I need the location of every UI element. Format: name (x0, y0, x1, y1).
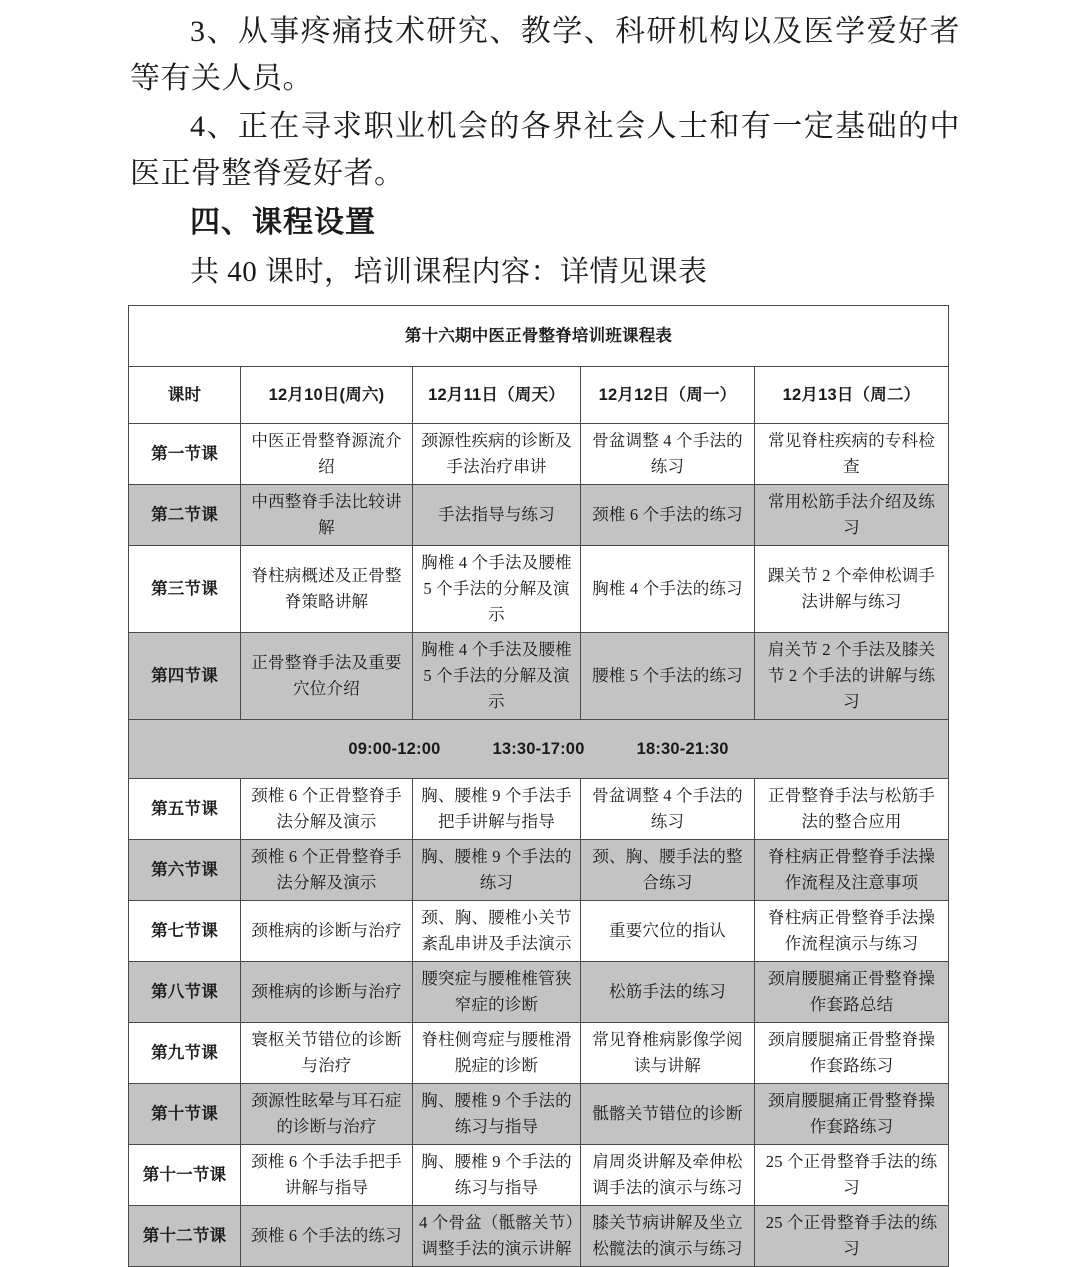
table-cell: 腰突症与腰椎椎管狭窄症的诊断 (413, 962, 581, 1023)
table-cell: 常用松筋手法介绍及练习 (755, 485, 949, 546)
table-cell: 松筋手法的练习 (581, 962, 755, 1023)
row-period-label: 第五节课 (129, 779, 241, 840)
schedule-table-wrapper (128, 305, 948, 1267)
table-cell: 重要穴位的指认 (581, 901, 755, 962)
table-cell: 中医正骨整脊源流介绍 (241, 424, 413, 485)
table-cell: 颈椎 6 个正骨整脊手法分解及演示 (241, 779, 413, 840)
table-cell: 颈椎 6 个手法手把手讲解与指导 (241, 1145, 413, 1206)
row-period-label: 第四节课 (129, 633, 241, 720)
row-period-label: 第九节课 (129, 1023, 241, 1084)
table-cell: 脊柱病正骨整脊手法操作流程及注意事项 (755, 840, 949, 901)
table-row (129, 1206, 949, 1267)
table-row (129, 1145, 949, 1206)
table-cell: 骶髂关节错位的诊断 (581, 1084, 755, 1145)
table-cell: 颈源性疾病的诊断及手法治疗串讲 (413, 424, 581, 485)
table-cell: 肩关节 2 个手法及膝关节 2 个手法的讲解与练习 (755, 633, 949, 720)
section-subline: 共 40 课时，培训课程内容：详情见课表 (190, 256, 708, 288)
table-cell: 脊柱病正骨整脊手法操作流程演示与练习 (755, 901, 949, 962)
table-cell: 颈椎 6 个正骨整脊手法分解及演示 (241, 840, 413, 901)
table-cell: 中西整脊手法比较讲解 (241, 485, 413, 546)
row-period-label: 第一节课 (129, 424, 241, 485)
table-cell: 胸椎 4 个手法的练习 (581, 546, 755, 633)
time-slots-cell (129, 720, 949, 779)
table-title: 第十六期中医正骨整脊培训班课程表 (129, 306, 949, 367)
row-period-label: 第十二节课 (129, 1206, 241, 1267)
table-row (129, 485, 949, 546)
table-cell: 颈椎 6 个手法的练习 (581, 485, 755, 546)
table-cell: 正骨整脊手法及重要穴位介绍 (241, 633, 413, 720)
table-cell: 膝关节病讲解及坐立松髋法的演示与练习 (581, 1206, 755, 1267)
table-cell: 胸、腰椎 9 个手法的练习与指导 (413, 1145, 581, 1206)
time-slot: 13:30-17:00 (492, 740, 585, 758)
table-header-row (129, 367, 949, 424)
table-cell: 寰枢关节错位的诊断与治疗 (241, 1023, 413, 1084)
time-slot-row (129, 720, 949, 779)
table-cell: 颈源性眩晕与耳石症的诊断与治疗 (241, 1084, 413, 1145)
table-cell: 25 个正骨整脊手法的练习 (755, 1145, 949, 1206)
row-period-label: 第六节课 (129, 840, 241, 901)
table-cell: 胸、腰椎 9 个手法手把手讲解与指导 (413, 779, 581, 840)
table-row (129, 779, 949, 840)
table-cell: 常见脊柱疾病的专科检查 (755, 424, 949, 485)
table-cell: 手法指导与练习 (413, 485, 581, 546)
table-cell: 颈椎病的诊断与治疗 (241, 962, 413, 1023)
column-header-period: 课时 (129, 367, 241, 424)
schedule-table (128, 305, 949, 1267)
table-cell: 25 个正骨整脊手法的练习 (755, 1206, 949, 1267)
table-row (129, 1023, 949, 1084)
table-cell: 脊柱病概述及正骨整脊策略讲解 (241, 546, 413, 633)
table-cell: 胸、腰椎 9 个手法的练习 (413, 840, 581, 901)
table-row (129, 1084, 949, 1145)
table-cell: 颈肩腰腿痛正骨整脊操作套路练习 (755, 1023, 949, 1084)
time-slots-group (135, 736, 942, 762)
table-row (129, 633, 949, 720)
table-cell: 颈、胸、腰椎小关节紊乱串讲及手法演示 (413, 901, 581, 962)
row-period-label: 第二节课 (129, 485, 241, 546)
table-row (129, 546, 949, 633)
column-header-day1: 12月10日(周六) (241, 367, 413, 424)
table-row (129, 962, 949, 1023)
table-cell: 肩周炎讲解及牵伸松调手法的演示与练习 (581, 1145, 755, 1206)
table-cell: 颈、胸、腰手法的整合练习 (581, 840, 755, 901)
table-row (129, 424, 949, 485)
column-header-day3: 12月12日（周一） (581, 367, 755, 424)
table-cell: 颈肩腰腿痛正骨整脊操作套路练习 (755, 1084, 949, 1145)
table-title-row (129, 306, 949, 367)
table-cell: 骨盆调整 4 个手法的练习 (581, 779, 755, 840)
row-period-label: 第十一节课 (129, 1145, 241, 1206)
section-heading: 四、课程设置 (190, 206, 376, 239)
table-cell: 胸、腰椎 9 个手法的练习与指导 (413, 1084, 581, 1145)
prose-block (0, 0, 1080, 295)
table-cell: 脊柱侧弯症与腰椎滑脱症的诊断 (413, 1023, 581, 1084)
row-period-label: 第八节课 (129, 962, 241, 1023)
table-cell: 踝关节 2 个牵伸松调手法讲解与练习 (755, 546, 949, 633)
schedule-table-body (129, 306, 949, 1267)
paragraph-3: 3、从事疼痛技术研究、教学、科研机构以及医学爱好者等有关人员。 (130, 15, 960, 95)
table-cell: 骨盆调整 4 个手法的练习 (581, 424, 755, 485)
table-cell: 胸椎 4 个手法及腰椎 5 个手法的分解及演示 (413, 633, 581, 720)
row-period-label: 第七节课 (129, 901, 241, 962)
table-cell: 常见脊椎病影像学阅读与讲解 (581, 1023, 755, 1084)
table-cell: 4 个骨盆（骶髂关节）调整手法的演示讲解 (413, 1206, 581, 1267)
table-row (129, 901, 949, 962)
time-slot: 09:00-12:00 (348, 740, 441, 758)
table-cell: 颈椎 6 个手法的练习 (241, 1206, 413, 1267)
column-header-day2: 12月11日（周天） (413, 367, 581, 424)
paragraph-4: 4、正在寻求职业机会的各界社会人士和有一定基础的中医正骨整脊爱好者。 (130, 110, 960, 190)
table-cell: 颈肩腰腿痛正骨整脊操作套路总结 (755, 962, 949, 1023)
time-slot: 18:30-21:30 (636, 740, 729, 758)
table-cell: 胸椎 4 个手法及腰椎 5 个手法的分解及演示 (413, 546, 581, 633)
table-cell: 颈椎病的诊断与治疗 (241, 901, 413, 962)
column-header-day4: 12月13日（周二） (755, 367, 949, 424)
table-row (129, 840, 949, 901)
row-period-label: 第三节课 (129, 546, 241, 633)
row-period-label: 第十节课 (129, 1084, 241, 1145)
table-cell: 腰椎 5 个手法的练习 (581, 633, 755, 720)
table-cell: 正骨整脊手法与松筋手法的整合应用 (755, 779, 949, 840)
